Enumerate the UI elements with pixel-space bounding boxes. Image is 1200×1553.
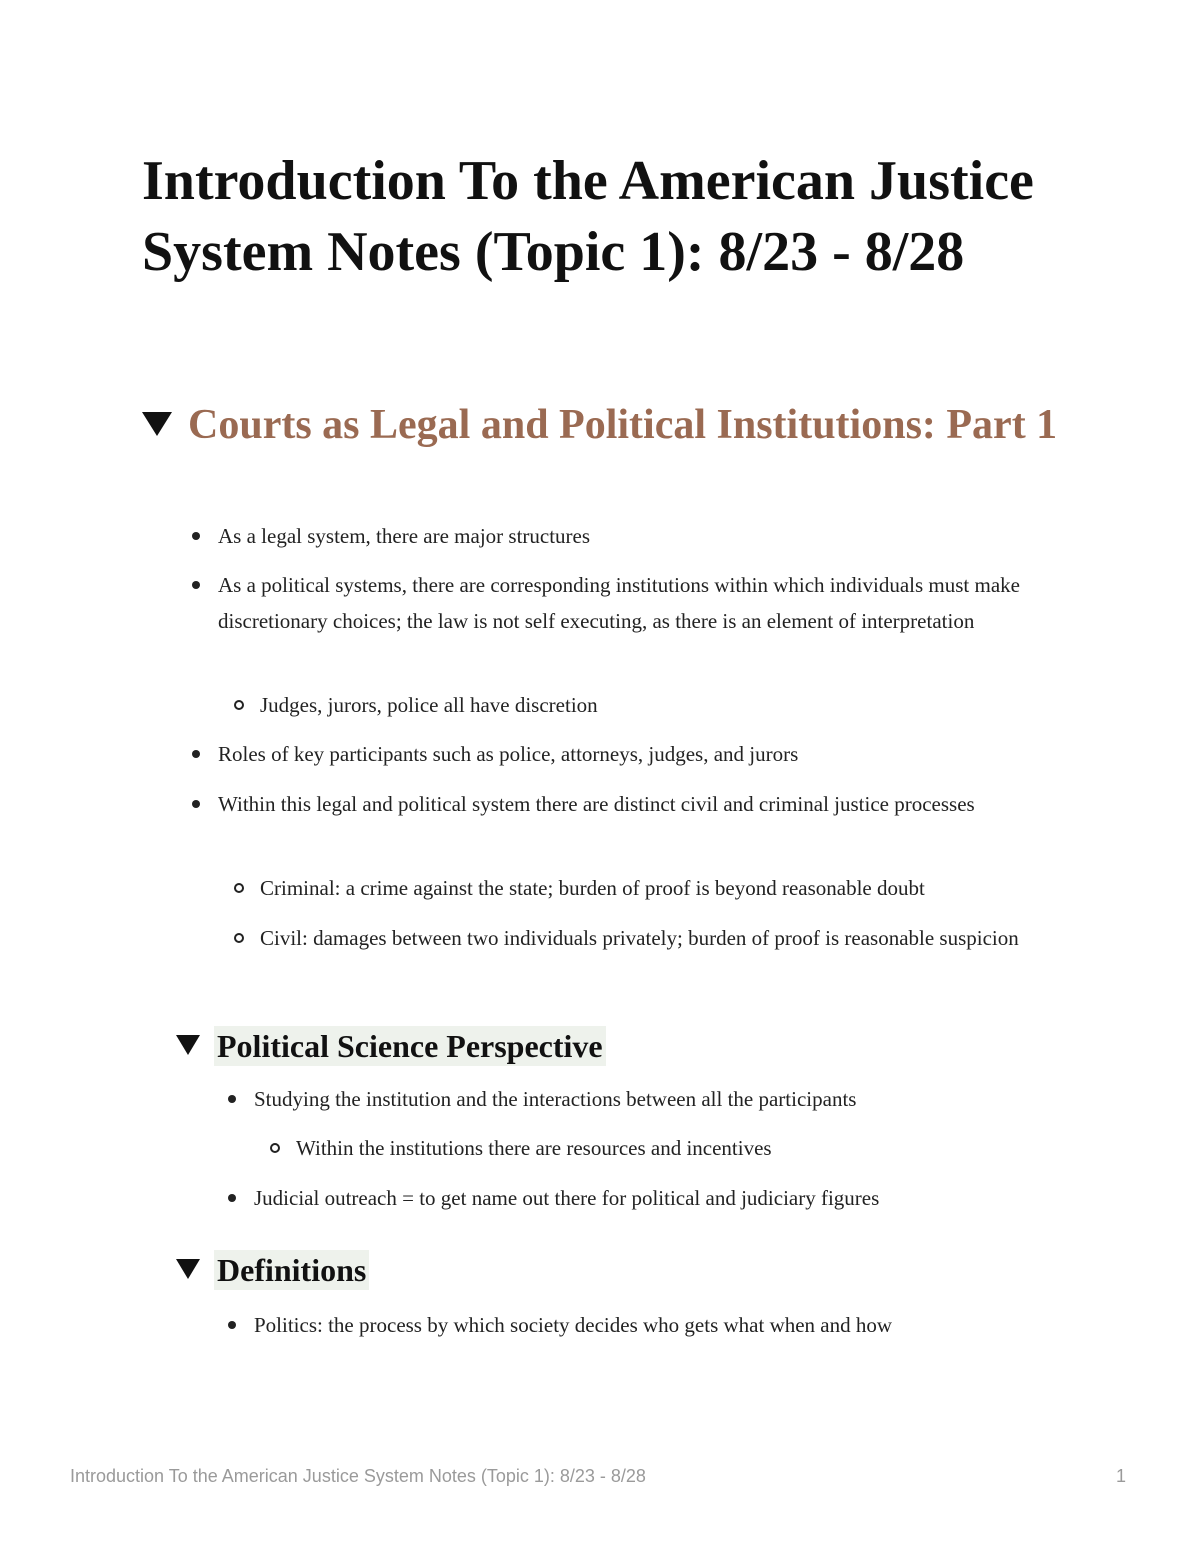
bullet-circle-icon bbox=[234, 933, 244, 943]
bullet-disc-icon bbox=[228, 1095, 236, 1103]
toggle-triangle-icon[interactable] bbox=[176, 1035, 200, 1055]
toggle-triangle-icon[interactable] bbox=[142, 412, 172, 436]
bullet-circle-icon bbox=[234, 883, 244, 893]
toggle-courts-section[interactable] bbox=[142, 398, 1062, 452]
page-title: Introduction To the American Justice System Notes (Topic 1): 8/23 - 8/28 bbox=[142, 150, 1034, 283]
definitions-heading: Definitions bbox=[214, 1250, 369, 1290]
political-science-heading: Political Science Perspective bbox=[214, 1026, 606, 1066]
list-item: Judges, jurors, police all have discretion bbox=[260, 687, 1040, 723]
list-item: As a legal system, there are major structures bbox=[218, 518, 1038, 554]
toggle-political-science-section[interactable] bbox=[176, 1026, 606, 1066]
toggle-triangle-icon[interactable] bbox=[176, 1259, 200, 1279]
courts-heading: Courts as Legal and Political Institutions: Part 1 bbox=[188, 402, 1058, 448]
bullet-disc-icon bbox=[192, 800, 200, 808]
list-item: Roles of key participants such as police, attorneys, judges, and jurors bbox=[218, 736, 1038, 772]
list-item: As a political systems, there are corresponding institutions within which individuals must make discretionary choices; the law is not self executing, as there is an element of interpretation bbox=[218, 567, 1048, 639]
bullet-disc-icon bbox=[192, 581, 200, 589]
list-item: Judicial outreach = to get name out there for political and judiciary figures bbox=[254, 1180, 1034, 1216]
list-item: Studying the institution and the interactions between all the participants bbox=[254, 1081, 1034, 1117]
list-item: Within this legal and political system there are distinct civil and criminal justice processes bbox=[218, 786, 998, 822]
bullet-disc-icon bbox=[228, 1321, 236, 1329]
bullet-disc-icon bbox=[228, 1194, 236, 1202]
bullet-disc-icon bbox=[192, 532, 200, 540]
toggle-definitions-section[interactable] bbox=[176, 1250, 369, 1290]
bullet-circle-icon bbox=[270, 1143, 280, 1153]
bullet-disc-icon bbox=[192, 750, 200, 758]
list-item: Civil: damages between two individuals privately; burden of proof is reasonable suspicion bbox=[260, 920, 1030, 956]
footer-title: Introduction To the American Justice System Notes (Topic 1): 8/23 - 8/28 bbox=[70, 1466, 646, 1486]
list-item: Criminal: a crime against the state; burden of proof is beyond reasonable doubt bbox=[260, 870, 1040, 906]
list-item: Within the institutions there are resources and incentives bbox=[296, 1130, 1036, 1166]
page-number: 1 bbox=[1116, 1466, 1127, 1486]
list-item: Politics: the process by which society decides who gets what when and how bbox=[254, 1307, 1034, 1343]
bullet-circle-icon bbox=[234, 700, 244, 710]
